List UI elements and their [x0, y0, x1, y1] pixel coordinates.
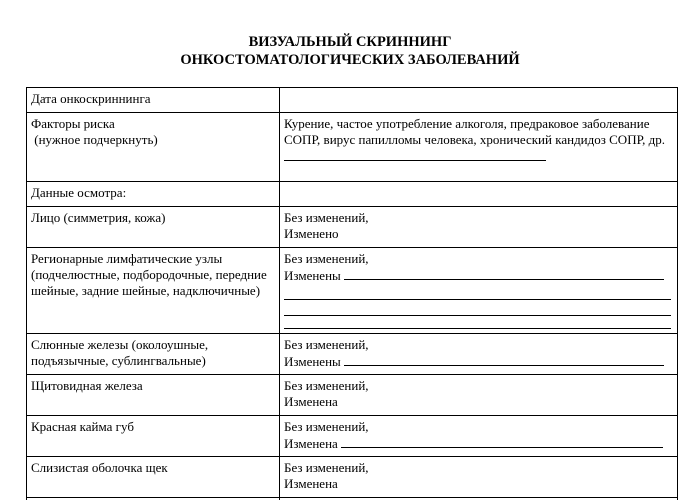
row-cheek-mucosa	[27, 457, 678, 498]
face-options[interactable]	[280, 207, 678, 248]
salivary-changed-line	[284, 353, 673, 370]
cheek-option-changed[interactable]: Изменена	[284, 476, 338, 491]
row-lymph-nodes	[27, 248, 678, 334]
row-face	[27, 207, 678, 248]
lymph-changed-line	[284, 267, 673, 284]
lymph-changed-underline[interactable]	[344, 267, 664, 280]
thyroid-option-changed[interactable]: Изменена	[284, 394, 338, 409]
salivary-glands-options[interactable]	[280, 334, 678, 375]
row-risk-factors	[27, 113, 678, 182]
cheek-mucosa-options[interactable]	[280, 457, 678, 498]
title-line-1: ВИЗУАЛЬНЫЙ СКРИННИНГ	[248, 34, 452, 50]
lymph-blank-line-1[interactable]	[284, 284, 671, 300]
lips-option-changed[interactable]: Изменена	[284, 436, 342, 451]
face-label: Лицо (симметрия, кожа)	[27, 207, 280, 248]
row-exam-header	[27, 182, 678, 207]
lymph-blank-line-2[interactable]	[284, 300, 671, 316]
screening-form-table	[26, 87, 678, 500]
screening-date-field[interactable]	[280, 88, 678, 113]
lymph-blank-line-3[interactable]	[284, 316, 671, 329]
exam-data-empty	[280, 182, 678, 207]
thyroid-options[interactable]	[280, 375, 678, 416]
face-option-unchanged[interactable]: Без изменений,	[284, 210, 369, 225]
row-thyroid	[27, 375, 678, 416]
thyroid-label: Щитовидная железа	[27, 375, 280, 416]
salivary-glands-label: Слюнные железы (околоушные, подъязычные, сублингвальные)	[27, 334, 280, 375]
thyroid-option-unchanged[interactable]: Без изменений,	[284, 378, 369, 393]
lymph-nodes-options[interactable]	[280, 248, 678, 334]
lymph-nodes-label: Регионарные лимфатические узлы (подчелюстные, подбородочные, передние шейные, задние шейные, надключичные)	[27, 248, 280, 334]
cheek-option-unchanged[interactable]: Без изменений,	[284, 460, 369, 475]
screening-date-label: Дата онкоскриннинга	[27, 88, 280, 113]
row-lips	[27, 416, 678, 457]
lips-label: Красная кайма губ	[27, 416, 280, 457]
risk-factors-label-cell	[27, 113, 280, 182]
document-title	[0, 33, 700, 69]
lymph-option-changed[interactable]: Изменены	[284, 268, 345, 283]
risk-factors-hint: (нужное подчеркнуть)	[31, 132, 158, 147]
cheek-mucosa-label: Слизистая оболочка щек	[27, 457, 280, 498]
face-option-changed[interactable]: Изменено	[284, 226, 339, 241]
salivary-option-unchanged[interactable]: Без изменений,	[284, 337, 369, 352]
salivary-changed-underline[interactable]	[344, 353, 664, 366]
lips-changed-line	[284, 435, 673, 452]
lips-changed-underline[interactable]	[341, 435, 663, 448]
lymph-option-unchanged[interactable]: Без изменений,	[284, 251, 369, 266]
risk-factors-value-cell[interactable]	[280, 113, 678, 182]
title-line-2: ОНКОСТОМАТОЛОГИЧЕСКИХ ЗАБОЛЕВАНИЙ	[180, 52, 520, 68]
risk-other-underline[interactable]	[284, 148, 546, 161]
row-screening-date	[27, 88, 678, 113]
risk-factors-text: Курение, частое употребление алкоголя, предраковое заболевание СОПР, вирус папилломы человека, хронический кандидоз СОПР, др.	[284, 116, 666, 147]
salivary-option-changed[interactable]: Изменены	[284, 354, 345, 369]
exam-data-label: Данные осмотра:	[27, 182, 280, 207]
row-salivary-glands	[27, 334, 678, 375]
risk-factors-label: Факторы риска	[31, 116, 115, 131]
lips-options[interactable]	[280, 416, 678, 457]
risk-factors-options[interactable]	[284, 116, 673, 165]
lips-option-unchanged[interactable]: Без изменений,	[284, 419, 369, 434]
